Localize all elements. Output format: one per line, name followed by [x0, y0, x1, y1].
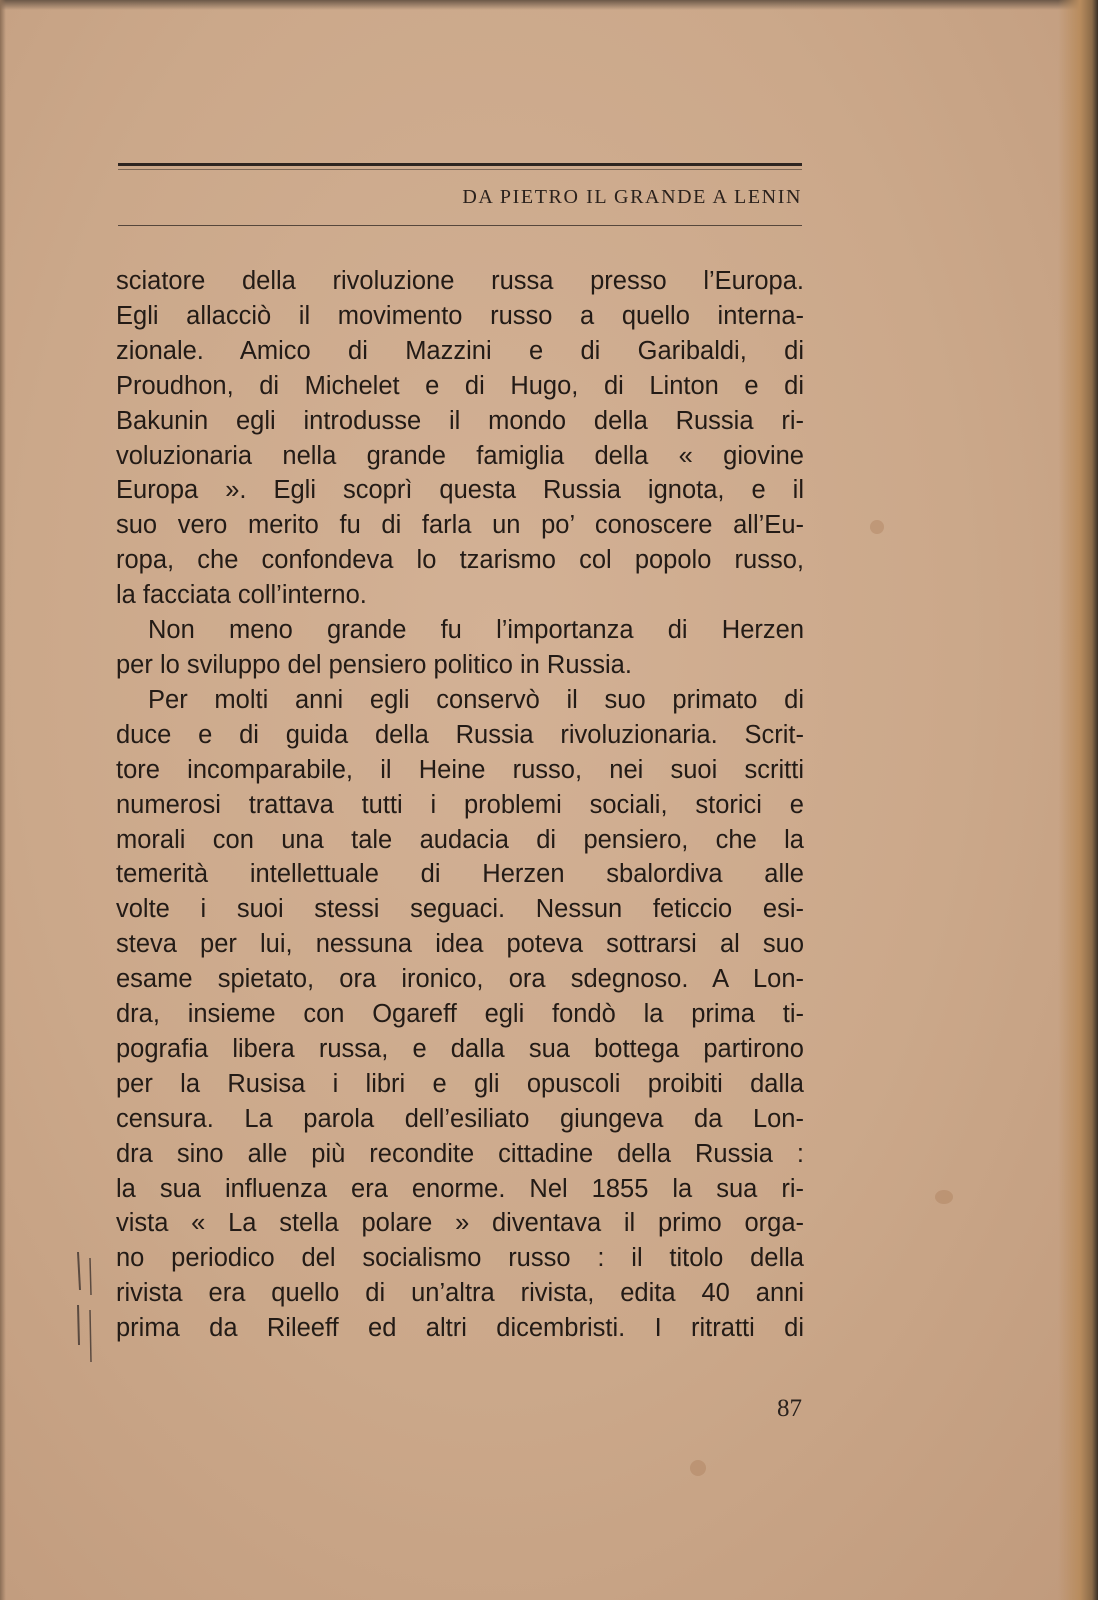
text-line: pografia libera russa, e dalla sua bottega partirono: [116, 1034, 804, 1063]
header-rule-top: [118, 163, 802, 166]
text-line: Europa ». Egli scoprì questa Russia ignota, e il: [116, 476, 804, 505]
text-line: Proudhon, di Michelet e di Hugo, di Linton e di: [116, 371, 804, 400]
text-line: duce e di guida della Russia rivoluzionaria. Scrit-: [116, 720, 804, 749]
paper-stain: [935, 1190, 953, 1204]
text-line: numerosi trattava tutti i problemi sociali, storici e: [116, 790, 804, 819]
text-line: la facciata coll’interno.: [116, 581, 367, 610]
text-line: suo vero merito fu di farla un po’ conoscere all’Eu-: [116, 511, 804, 540]
text-line: zionale. Amico di Mazzini e di Garibaldi, di: [116, 336, 804, 365]
page-left-edge: [0, 0, 6, 1600]
page-right-edge: [1058, 0, 1098, 1600]
text-line: Egli allacciò il movimento russo a quello interna-: [116, 301, 804, 330]
text-line: volte i suoi stessi seguaci. Nessun feticcio esi-: [116, 895, 804, 924]
text-line: per lo sviluppo del pensiero politico in Russia.: [116, 650, 632, 679]
text-line: vista « La stella polare » diventava il primo orga-: [116, 1209, 804, 1238]
text-line: prima da Rileeff ed altri dicembristi. I ritratti di: [116, 1314, 804, 1343]
text-line: voluzionaria nella grande famiglia della « giovine: [116, 441, 804, 470]
body-text: [116, 264, 804, 1346]
running-head: DA PIETRO IL GRANDE A LENIN: [462, 186, 802, 208]
text-line: temerità intellettuale di Herzen sbalordiva alle: [116, 860, 804, 889]
text-line: censura. La parola dell’esiliato giungeva da Lon-: [116, 1104, 804, 1133]
text-line: Bakunin egli introdusse il mondo della Russia ri-: [116, 406, 804, 435]
text-line: steva per lui, nessuna idea poteva sottrarsi al suo: [116, 930, 804, 959]
text-line: tore incomparabile, il Heine russo, nei suoi scritti: [116, 755, 804, 784]
text-line: morali con una tale audacia di pensiero, che la: [116, 825, 804, 854]
text-line: no periodico del socialismo russo : il titolo della: [116, 1244, 804, 1273]
text-line: ropa, che confondeva lo tzarismo col popolo russo,: [116, 546, 804, 575]
text-line: Per molti anni egli conservò il suo primato di: [148, 685, 804, 714]
text-line: per la Rusisa i libri e gli opuscoli proibiti dalla: [116, 1069, 804, 1098]
page-number: 87: [777, 1395, 802, 1422]
paper-stain: [870, 520, 884, 534]
header-rule-top-thin: [118, 169, 802, 170]
text-line: esame spietato, ora ironico, ora sdegnoso. A Lon-: [116, 965, 804, 994]
text-line: Non meno grande fu l’importanza di Herzen: [148, 616, 804, 645]
text-line: dra, insieme con Ogareff egli fondò la prima ti-: [116, 1000, 804, 1029]
pencil-margin-marks: [70, 1250, 100, 1365]
text-line: dra sino alle più recondite cittadine della Russia :: [116, 1139, 804, 1168]
text-line: rivista era quello di un’altra rivista, edita 40 anni: [116, 1279, 804, 1308]
text-line: la sua influenza era enorme. Nel 1855 la sua ri-: [116, 1174, 804, 1203]
text-line: sciatore della rivoluzione russa presso l’Europa.: [116, 267, 804, 295]
paper-stain: [690, 1460, 706, 1476]
header-rule-bottom: [118, 225, 802, 226]
page-top-edge: [0, 0, 1098, 10]
